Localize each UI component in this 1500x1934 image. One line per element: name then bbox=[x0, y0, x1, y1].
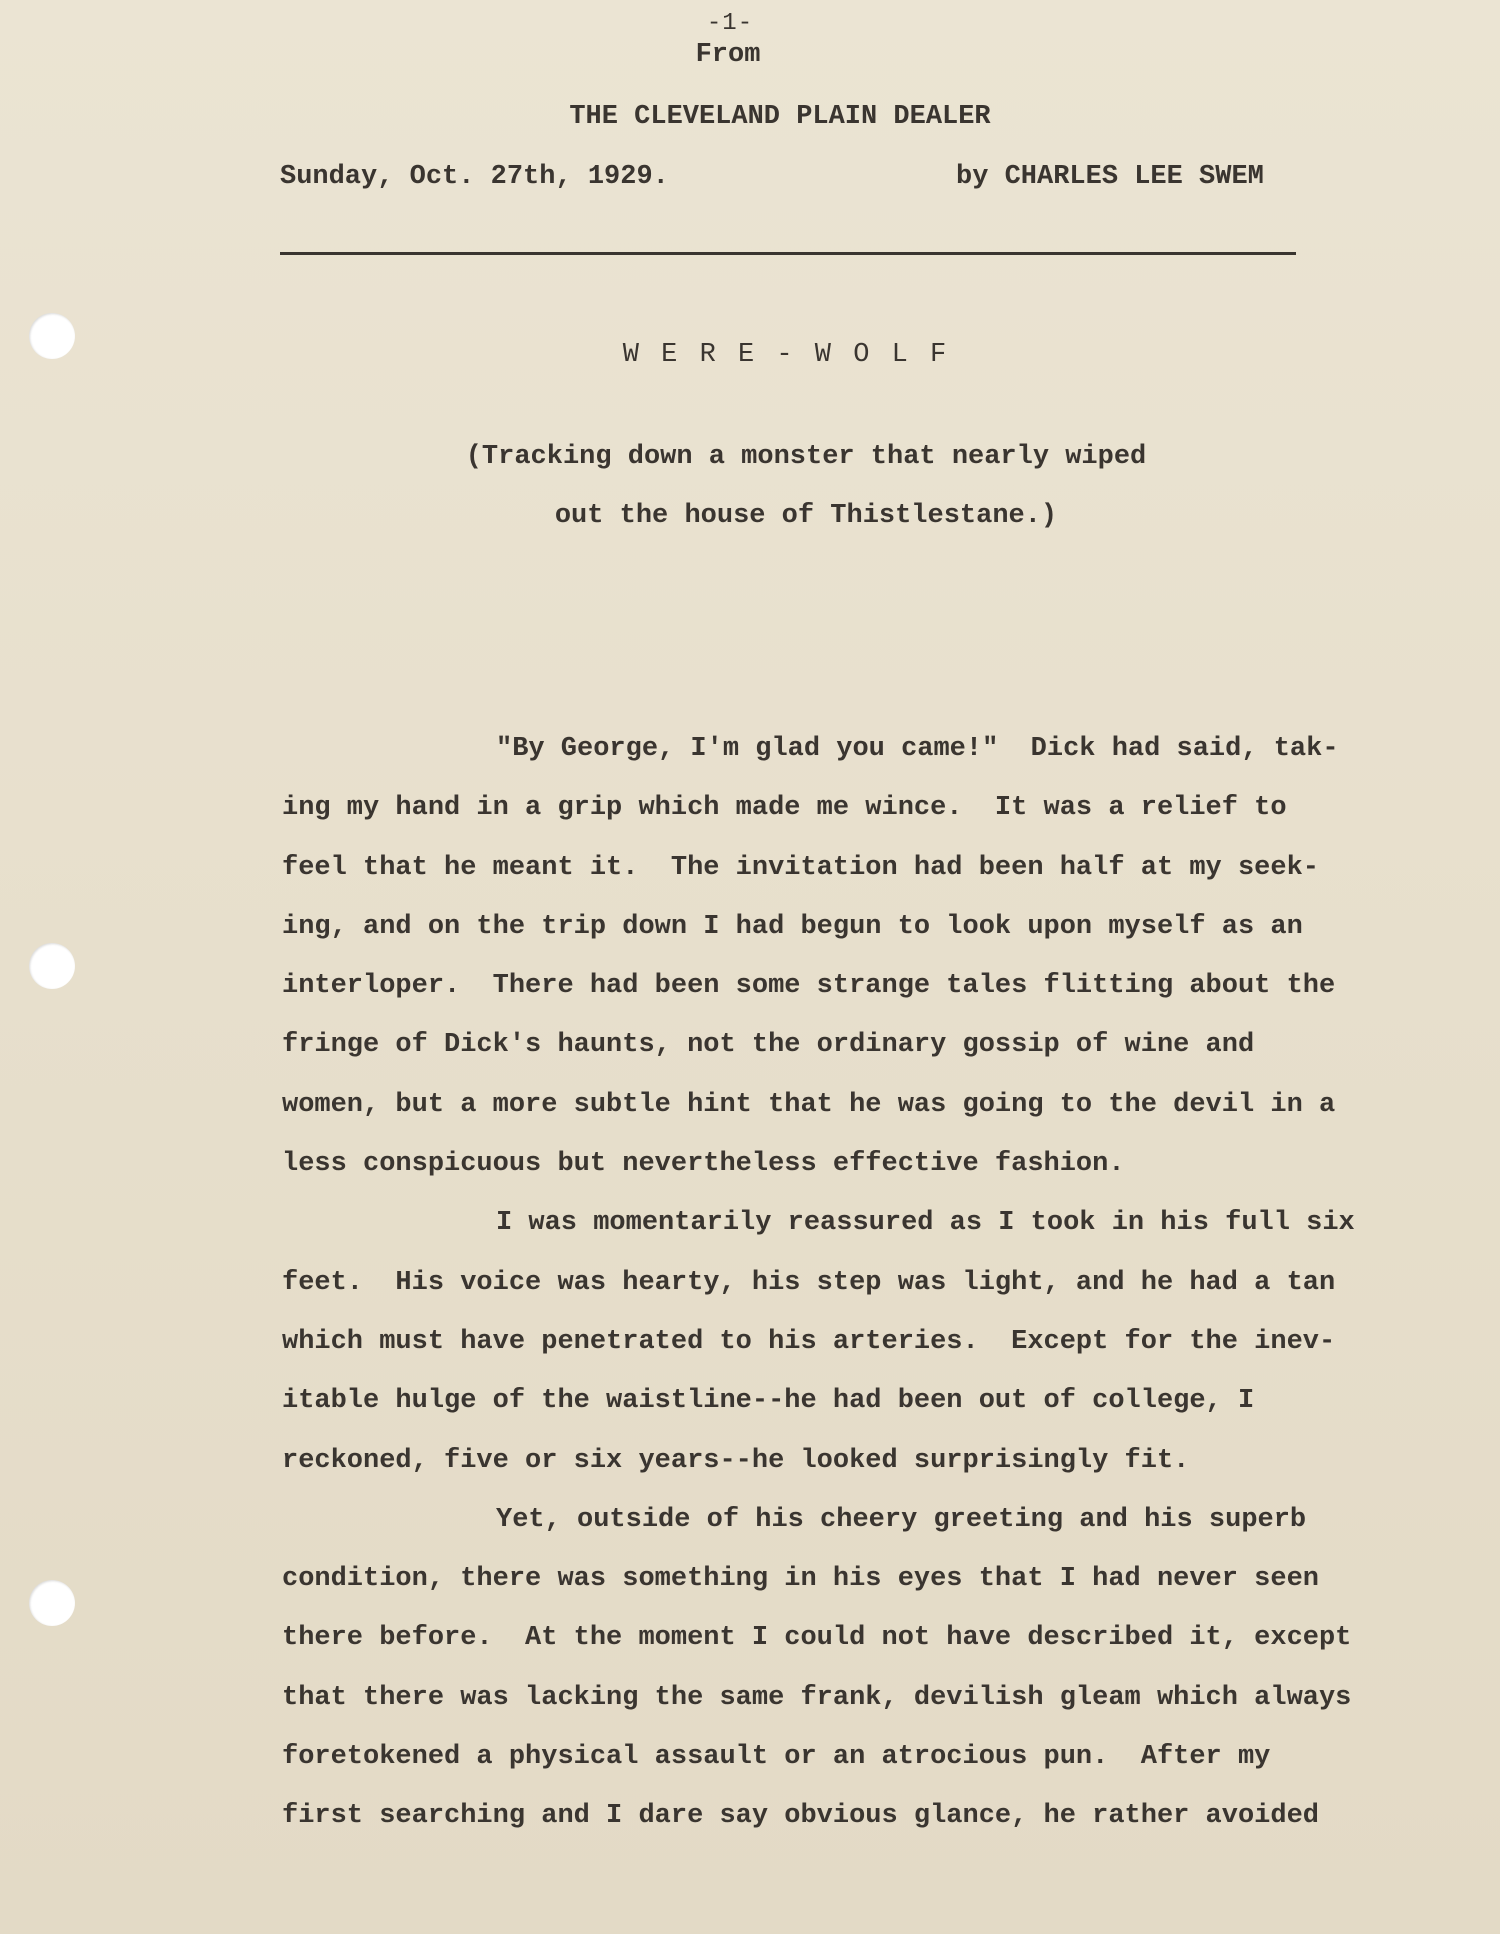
story-subtitle bbox=[0, 428, 1500, 546]
header-divider bbox=[280, 252, 1296, 255]
body-line: that there was lacking the same frank, devilish gleam which always bbox=[282, 1682, 1352, 1713]
body-line: there before. At the moment I could not have described it, except bbox=[282, 1623, 1352, 1654]
body-line: ing my hand in a grip which made me wince. It was a relief to bbox=[282, 793, 1287, 824]
body-line: interloper. There had been some strange tales flitting about the bbox=[282, 971, 1336, 1002]
body-line: women, but a more subtle hint that he was going to the devil in a bbox=[282, 1089, 1336, 1120]
body-line: condition, there was something in his eyes that I had never seen bbox=[282, 1564, 1319, 1595]
body-line: reckoned, five or six years--he looked surprisingly fit. bbox=[282, 1445, 1190, 1476]
binder-hole-bottom bbox=[29, 1580, 75, 1626]
body-line: itable hulge of the waistline--he had been out of college, I bbox=[282, 1386, 1255, 1417]
body-line: "By George, I'm glad you came!" Dick had said, tak- bbox=[496, 734, 1339, 764]
binder-hole-middle bbox=[29, 943, 75, 989]
body-line: Yet, outside of his cheery greeting and his superb bbox=[496, 1504, 1307, 1535]
story-title: W E R E - W O L F bbox=[622, 340, 950, 370]
newspaper-name: THE CLEVELAND PLAIN DEALER bbox=[569, 102, 991, 132]
subtitle-line: (Tracking down a monster that nearly wiped bbox=[465, 442, 1147, 472]
body-line: feet. His voice was hearty, his step was light, and he had a tan bbox=[282, 1267, 1336, 1298]
body-line: fringe of Dick's haunts, not the ordinary gossip of wine and bbox=[282, 1030, 1255, 1061]
body-line: foretokened a physical assault or an atrocious pun. After my bbox=[282, 1742, 1271, 1773]
page-number: -1- bbox=[706, 10, 754, 37]
body-line: feel that he meant it. The invitation had been half at my seek- bbox=[282, 852, 1319, 883]
source-label: From bbox=[695, 40, 761, 70]
body-line: less conspicuous but nevertheless effective fashion. bbox=[282, 1149, 1125, 1180]
body-line: ing, and on the trip down I had begun to look upon myself as an bbox=[282, 911, 1303, 942]
body-line: I was momentarily reassured as I took in his full six bbox=[496, 1208, 1355, 1239]
author-byline: by CHARLES LEE SWEM bbox=[956, 162, 1264, 192]
body-line: first searching and I dare say obvious glance, he rather avoided bbox=[282, 1801, 1319, 1832]
publication-date: Sunday, Oct. 27th, 1929. bbox=[280, 162, 669, 192]
body-line: which must have penetrated to his arteries. Except for the inev- bbox=[282, 1326, 1336, 1357]
story-body bbox=[282, 720, 1472, 1847]
subtitle-line: out the house of Thistlestane.) bbox=[554, 501, 1058, 531]
